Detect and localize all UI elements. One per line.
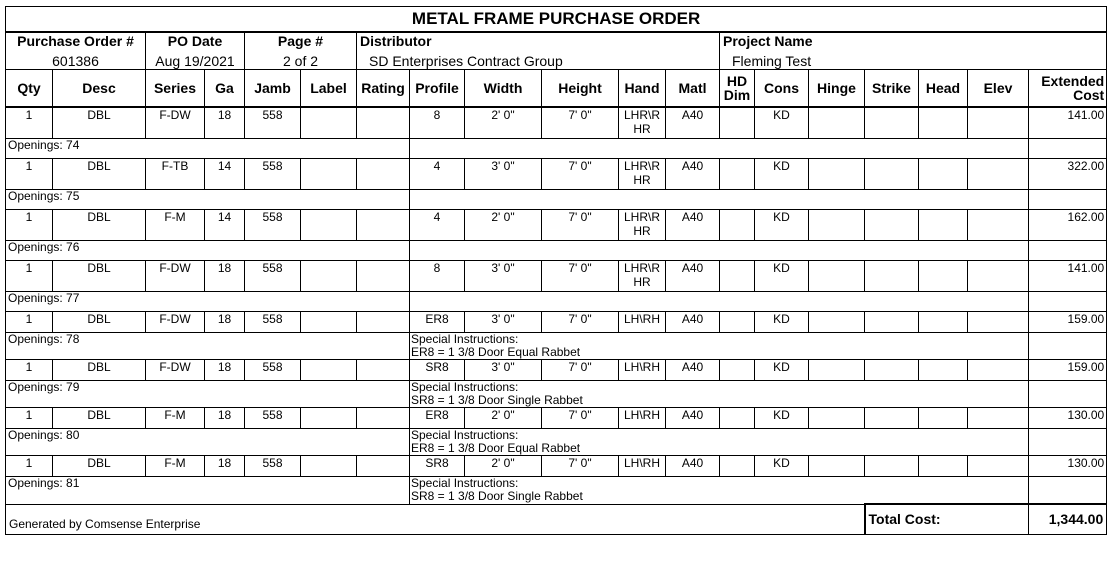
cell-cons: KD: [755, 456, 809, 477]
cell-elev: [968, 312, 1029, 333]
col-header-extended-cost: [1029, 70, 1107, 108]
cell-label: [301, 456, 357, 477]
cell-extended-cost: 141.00: [1029, 107, 1107, 139]
openings-cost-blank: [1029, 190, 1107, 210]
po-date-value: Aug 19/2021: [146, 52, 245, 70]
openings-row: [6, 190, 1107, 210]
cell-series: F-DW: [146, 312, 205, 333]
po-number-label: Purchase Order #: [6, 32, 146, 52]
cell-label: [301, 261, 357, 292]
cell-qty: 1: [6, 261, 53, 292]
cell-width: 2' 0": [465, 210, 542, 241]
purchase-order-table: [5, 6, 1107, 535]
openings-label: Openings: 81: [6, 477, 410, 505]
cell-hd-dim: [720, 210, 755, 241]
cell-cons: KD: [755, 312, 809, 333]
cell-extended-cost: 159.00: [1029, 312, 1107, 333]
cell-elev: [968, 107, 1029, 139]
page-number-value: 2 of 2: [245, 52, 357, 70]
line-item-row: [6, 210, 1107, 241]
cell-width: 2' 0": [465, 408, 542, 429]
cell-hinge: [809, 456, 865, 477]
cell-desc: DBL: [53, 456, 146, 477]
col-header-label: Label: [301, 70, 357, 108]
po-number-value: 601386: [6, 52, 146, 70]
special-instructions-text: ER8 = 1 3/8 Door Equal Rabbet: [411, 345, 581, 359]
cell-jamb: 558: [245, 261, 301, 292]
col-header-strike: Strike: [865, 70, 919, 108]
page-number-label: Page #: [245, 32, 357, 52]
cell-profile: 8: [410, 261, 465, 292]
cell-hd-dim: [720, 159, 755, 190]
cell-rating: [357, 159, 410, 190]
cell-label: [301, 159, 357, 190]
line-item-row: [6, 107, 1107, 139]
cell-width: 3' 0": [465, 261, 542, 292]
cell-elev: [968, 261, 1029, 292]
cell-hinge: [809, 312, 865, 333]
cell-height: 7' 0": [542, 107, 619, 139]
cell-jamb: 558: [245, 210, 301, 241]
cell-qty: 1: [6, 312, 53, 333]
cell-height: 7' 0": [542, 360, 619, 381]
cell-head: [919, 261, 968, 292]
project-name-value: Fleming Test: [720, 52, 1107, 70]
cell-matl: A40: [666, 210, 720, 241]
cell-series: F-M: [146, 456, 205, 477]
cell-width: 2' 0": [465, 107, 542, 139]
cell-jamb: 558: [245, 159, 301, 190]
cell-extended-cost: 322.00: [1029, 159, 1107, 190]
cell-profile: ER8: [410, 408, 465, 429]
cell-rating: [357, 107, 410, 139]
cell-label: [301, 107, 357, 139]
hand-line2: HR: [633, 224, 651, 238]
cell-height: 7' 0": [542, 159, 619, 190]
cell-profile: 4: [410, 159, 465, 190]
cell-extended-cost: 130.00: [1029, 408, 1107, 429]
cell-height: 7' 0": [542, 312, 619, 333]
project-name-label: Project Name: [720, 32, 1107, 52]
special-instructions: [410, 139, 1029, 159]
cell-ga: 18: [205, 261, 245, 292]
cell-strike: [865, 107, 919, 139]
cell-hd-dim: [720, 456, 755, 477]
special-instructions-text: SR8 = 1 3/8 Door Single Rabbet: [411, 489, 583, 503]
openings-row: [6, 139, 1107, 159]
col-header-elev: Elev: [968, 70, 1029, 108]
openings-row: [6, 381, 1107, 408]
special-instructions-heading: Special Instructions:: [411, 380, 519, 394]
cell-ga: 14: [205, 159, 245, 190]
cell-qty: 1: [6, 210, 53, 241]
cell-jamb: 558: [245, 107, 301, 139]
cell-qty: 1: [6, 159, 53, 190]
cell-desc: DBL: [53, 159, 146, 190]
cell-matl: A40: [666, 408, 720, 429]
cell-head: [919, 210, 968, 241]
cell-strike: [865, 261, 919, 292]
special-instructions-heading: Special Instructions:: [411, 476, 519, 490]
distributor-value: SD Enterprises Contract Group: [357, 52, 720, 70]
document-title: METAL FRAME PURCHASE ORDER: [6, 7, 1107, 33]
special-instructions: [410, 429, 1029, 456]
col-header-width: Width: [465, 70, 542, 108]
cell-head: [919, 456, 968, 477]
cell-jamb: 558: [245, 408, 301, 429]
hand-line2: HR: [633, 275, 651, 289]
cell-profile: 8: [410, 107, 465, 139]
cell-qty: 1: [6, 456, 53, 477]
cell-width: 3' 0": [465, 312, 542, 333]
col-header-hd-line2: Dim: [723, 87, 751, 103]
cell-matl: A40: [666, 261, 720, 292]
hand-line2: HR: [633, 173, 651, 187]
special-instructions: [410, 333, 1029, 360]
col-header-ga: Ga: [205, 70, 245, 108]
cell-hinge: [809, 210, 865, 241]
cell-series: F-TB: [146, 159, 205, 190]
cell-extended-cost: 159.00: [1029, 360, 1107, 381]
cell-hd-dim: [720, 360, 755, 381]
cell-matl: A40: [666, 456, 720, 477]
cell-hd-dim: [720, 107, 755, 139]
generated-by-note: Generated by Comsense Enterprise: [6, 504, 865, 534]
special-instructions-text: ER8 = 1 3/8 Door Equal Rabbet: [411, 441, 581, 455]
col-header-height: Height: [542, 70, 619, 108]
cell-head: [919, 107, 968, 139]
special-instructions-heading: Special Instructions:: [411, 428, 519, 442]
cell-label: [301, 360, 357, 381]
cell-hand: [619, 456, 666, 477]
line-item-row: [6, 261, 1107, 292]
col-header-ext-line2: Cost: [1073, 87, 1105, 103]
cell-elev: [968, 210, 1029, 241]
cell-jamb: 558: [245, 360, 301, 381]
po-date-label: PO Date: [146, 32, 245, 52]
openings-cost-blank: [1029, 381, 1107, 408]
cell-label: [301, 312, 357, 333]
special-instructions: [410, 381, 1029, 408]
cell-matl: A40: [666, 159, 720, 190]
cell-rating: [357, 360, 410, 381]
col-header-profile: Profile: [410, 70, 465, 108]
cell-strike: [865, 408, 919, 429]
total-cost-value: 1,344.00: [1029, 504, 1107, 534]
cell-profile: 4: [410, 210, 465, 241]
openings-row: [6, 292, 1107, 312]
cell-cons: KD: [755, 261, 809, 292]
col-header-matl: Matl: [666, 70, 720, 108]
cell-hand: [619, 312, 666, 333]
cell-extended-cost: 141.00: [1029, 261, 1107, 292]
cell-qty: 1: [6, 360, 53, 381]
cell-desc: DBL: [53, 360, 146, 381]
cell-height: 7' 0": [542, 210, 619, 241]
col-header-qty: Qty: [6, 70, 53, 108]
col-header-ext-line1: Extended: [1041, 73, 1105, 89]
total-cost-label: Total Cost:: [865, 504, 1029, 534]
col-header-rating: Rating: [357, 70, 410, 108]
cell-hand: [619, 210, 666, 241]
col-header-hd-line1: HD: [726, 73, 748, 89]
hand-line1: LHR\R: [623, 108, 660, 122]
col-header-cons: Cons: [755, 70, 809, 108]
openings-label: Openings: 74: [6, 139, 410, 159]
cell-height: 7' 0": [542, 456, 619, 477]
col-header-hinge: Hinge: [809, 70, 865, 108]
cell-extended-cost: 162.00: [1029, 210, 1107, 241]
cell-jamb: 558: [245, 312, 301, 333]
cell-strike: [865, 360, 919, 381]
special-instructions-heading: Special Instructions:: [411, 332, 519, 346]
col-header-series: Series: [146, 70, 205, 108]
hand-line2: HR: [633, 122, 651, 136]
distributor-label: Distributor: [357, 32, 720, 52]
special-instructions: [410, 190, 1029, 210]
openings-row: [6, 429, 1107, 456]
cell-desc: DBL: [53, 312, 146, 333]
cell-series: F-DW: [146, 360, 205, 381]
cell-head: [919, 408, 968, 429]
cell-profile: SR8: [410, 360, 465, 381]
col-header-jamb: Jamb: [245, 70, 301, 108]
col-header-hd-dim: [720, 70, 755, 108]
hand-line1: LH\RH: [623, 456, 660, 470]
openings-cost-blank: [1029, 477, 1107, 505]
cell-hinge: [809, 360, 865, 381]
openings-label: Openings: 76: [6, 241, 410, 261]
cell-elev: [968, 159, 1029, 190]
cell-desc: DBL: [53, 210, 146, 241]
line-item-row: [6, 360, 1107, 381]
cell-hd-dim: [720, 261, 755, 292]
cell-ga: 14: [205, 210, 245, 241]
cell-label: [301, 408, 357, 429]
cell-hand: [619, 107, 666, 139]
cell-series: F-M: [146, 408, 205, 429]
cell-width: 3' 0": [465, 360, 542, 381]
cell-extended-cost: 130.00: [1029, 456, 1107, 477]
cell-hinge: [809, 159, 865, 190]
cell-qty: 1: [6, 107, 53, 139]
openings-cost-blank: [1029, 292, 1107, 312]
cell-desc: DBL: [53, 408, 146, 429]
cell-width: 2' 0": [465, 456, 542, 477]
cell-cons: KD: [755, 107, 809, 139]
cell-hand: [619, 360, 666, 381]
special-instructions-text: SR8 = 1 3/8 Door Single Rabbet: [411, 393, 583, 407]
cell-profile: SR8: [410, 456, 465, 477]
cell-label: [301, 210, 357, 241]
cell-ga: 18: [205, 408, 245, 429]
cell-cons: KD: [755, 210, 809, 241]
cell-rating: [357, 261, 410, 292]
openings-row: [6, 477, 1107, 505]
hand-line1: LH\RH: [623, 360, 660, 374]
cell-strike: [865, 312, 919, 333]
openings-label: Openings: 77: [6, 292, 410, 312]
cell-rating: [357, 312, 410, 333]
cell-desc: DBL: [53, 261, 146, 292]
cell-hand: [619, 159, 666, 190]
cell-series: F-DW: [146, 107, 205, 139]
cell-matl: A40: [666, 312, 720, 333]
hand-line1: LHR\R: [623, 210, 660, 224]
cell-strike: [865, 210, 919, 241]
special-instructions: [410, 477, 1029, 505]
cell-cons: KD: [755, 159, 809, 190]
col-header-desc: Desc: [53, 70, 146, 108]
purchase-order-document: [5, 6, 1106, 535]
cell-elev: [968, 456, 1029, 477]
openings-label: Openings: 80: [6, 429, 410, 456]
cell-elev: [968, 360, 1029, 381]
cell-hand: [619, 408, 666, 429]
openings-cost-blank: [1029, 241, 1107, 261]
cell-hinge: [809, 408, 865, 429]
cell-strike: [865, 159, 919, 190]
line-item-row: [6, 408, 1107, 429]
cell-hand: [619, 261, 666, 292]
cell-series: F-DW: [146, 261, 205, 292]
cell-cons: KD: [755, 408, 809, 429]
openings-row: [6, 241, 1107, 261]
openings-label: Openings: 79: [6, 381, 410, 408]
cell-cons: KD: [755, 360, 809, 381]
hand-line1: LH\RH: [623, 408, 660, 422]
cell-jamb: 558: [245, 456, 301, 477]
cell-profile: ER8: [410, 312, 465, 333]
openings-cost-blank: [1029, 333, 1107, 360]
hand-line1: LH\RH: [623, 312, 660, 326]
cell-ga: 18: [205, 360, 245, 381]
cell-ga: 18: [205, 456, 245, 477]
openings-row: [6, 333, 1107, 360]
cell-series: F-M: [146, 210, 205, 241]
cell-matl: A40: [666, 107, 720, 139]
cell-qty: 1: [6, 408, 53, 429]
cell-hinge: [809, 107, 865, 139]
special-instructions: [410, 241, 1029, 261]
cell-rating: [357, 210, 410, 241]
line-item-row: [6, 312, 1107, 333]
cell-head: [919, 312, 968, 333]
cell-head: [919, 360, 968, 381]
cell-hd-dim: [720, 312, 755, 333]
openings-label: Openings: 78: [6, 333, 410, 360]
hand-line1: LHR\R: [623, 261, 660, 275]
line-item-row: [6, 456, 1107, 477]
cell-ga: 18: [205, 107, 245, 139]
cell-rating: [357, 408, 410, 429]
cell-head: [919, 159, 968, 190]
cell-matl: A40: [666, 360, 720, 381]
cell-rating: [357, 456, 410, 477]
openings-label: Openings: 75: [6, 190, 410, 210]
cell-height: 7' 0": [542, 261, 619, 292]
cell-width: 3' 0": [465, 159, 542, 190]
cell-hinge: [809, 261, 865, 292]
col-header-head: Head: [919, 70, 968, 108]
cell-hd-dim: [720, 408, 755, 429]
hand-line1: LHR\R: [623, 159, 660, 173]
cell-desc: DBL: [53, 107, 146, 139]
cell-height: 7' 0": [542, 408, 619, 429]
special-instructions: [410, 292, 1029, 312]
line-item-row: [6, 159, 1107, 190]
openings-cost-blank: [1029, 429, 1107, 456]
cell-strike: [865, 456, 919, 477]
cell-ga: 18: [205, 312, 245, 333]
openings-cost-blank: [1029, 139, 1107, 159]
col-header-hand: Hand: [619, 70, 666, 108]
cell-elev: [968, 408, 1029, 429]
